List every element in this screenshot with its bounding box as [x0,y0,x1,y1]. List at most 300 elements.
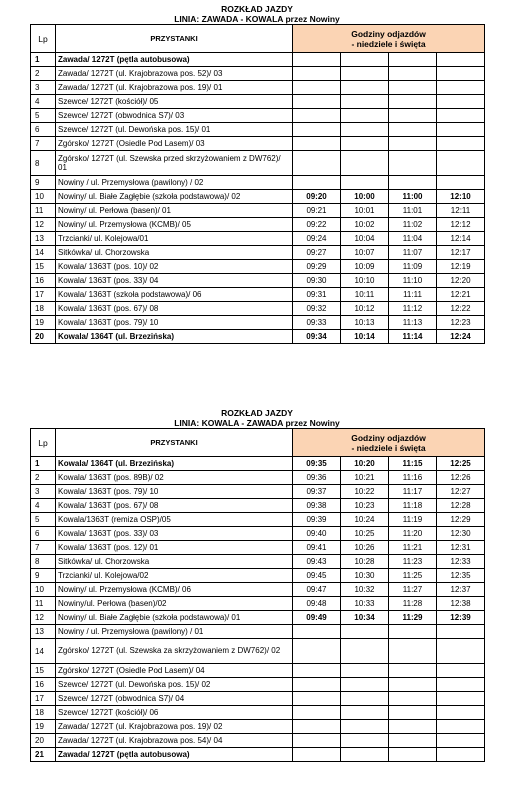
departure-time [341,748,389,762]
departure-time: 12:30 [437,527,485,541]
departure-time: 09:40 [293,527,341,541]
row-number: 3 [31,485,56,499]
departure-time: 11:04 [389,232,437,246]
departure-time: 12:27 [437,485,485,499]
table-row [31,95,485,109]
row-number: 18 [31,706,56,720]
departure-time [389,625,437,639]
departure-time: 12:26 [437,471,485,485]
departure-time [389,123,437,137]
departure-time: 10:26 [341,541,389,555]
stop-name: Zgórsko/ 1272T (ul. Szewska za skrzyżowaniem z DW762)/ 02 [56,639,293,664]
table-row [31,246,485,260]
stop-name: Kowala/ 1363T (pos. 67)/ 08 [56,302,293,316]
schedule-table [30,428,485,762]
stop-name: Kowala/1363T (remiza OSP)/05 [56,513,293,527]
departure-time: 11:13 [389,316,437,330]
stop-name: Kowala/ 1363T (szkoła podstawowa)/ 06 [56,288,293,302]
row-number: 10 [31,583,56,597]
timetable-subtitle: LINIA: ZAWADA - KOWALA przez Nowiny [174,14,340,24]
column-header-stops: PRZYSTANKI [56,25,293,53]
departure-time [389,734,437,748]
table-row [31,748,485,762]
departure-time [389,692,437,706]
departure-time: 11:23 [389,555,437,569]
departure-time [437,67,485,81]
departure-time: 09:32 [293,302,341,316]
departure-time [437,706,485,720]
departure-time: 09:27 [293,246,341,260]
column-header-hours [293,25,485,53]
departure-time: 10:10 [341,274,389,288]
departure-time: 12:21 [437,288,485,302]
table-row [31,218,485,232]
table-row [31,330,485,344]
departure-time [389,664,437,678]
row-number: 12 [31,611,56,625]
table-row [31,176,485,190]
departure-time: 11:01 [389,204,437,218]
departure-time: 09:22 [293,218,341,232]
stop-name: Nowiny/ ul. Przemysłowa (KCMB)/ 06 [56,583,293,597]
row-number: 18 [31,302,56,316]
departure-time: 10:00 [341,190,389,204]
departure-time: 11:25 [389,569,437,583]
departure-time: 09:45 [293,569,341,583]
row-number: 7 [31,541,56,555]
departure-time [341,53,389,67]
row-number: 12 [31,218,56,232]
stop-name: Kowala/ 1363T (pos. 33)/ 03 [56,527,293,541]
table-row [31,151,485,176]
timetable-zawada-kowala [30,4,484,344]
departure-time [293,748,341,762]
stop-name: Zgórsko/ 1272T (Osiedle Pod Lasem)/ 03 [56,137,293,151]
row-number: 4 [31,499,56,513]
departure-time: 12:20 [437,274,485,288]
table-row [31,316,485,330]
departure-time: 10:11 [341,288,389,302]
row-number: 4 [31,95,56,109]
stop-name: Zawada/ 1272T (ul. Krajobrazowa pos. 52)/ 03 [56,67,293,81]
departure-time: 11:07 [389,246,437,260]
stop-name: Szewce/ 1272T (kościół)/ 05 [56,95,293,109]
departure-time: 11:16 [389,471,437,485]
table-row [31,639,485,664]
table-row [31,190,485,204]
departure-time: 11:17 [389,485,437,499]
stop-name: Zgórsko/ 1272T (ul. Szewska przed skrzyżowaniem z DW762)/ 01 [56,151,293,176]
departure-time: 10:07 [341,246,389,260]
departure-time: 09:34 [293,330,341,344]
stop-name: Zawada/ 1272T (ul. Krajobrazowa pos. 54)/ 04 [56,734,293,748]
departure-time: 11:14 [389,330,437,344]
departure-time [341,67,389,81]
table-row [31,109,485,123]
departure-time [341,678,389,692]
table-row [31,485,485,499]
row-number: 5 [31,109,56,123]
table-row [31,720,485,734]
departure-time [293,678,341,692]
table-row [31,260,485,274]
row-number: 5 [31,513,56,527]
departure-time [437,678,485,692]
departure-time [341,625,389,639]
departure-time: 09:38 [293,499,341,513]
row-number: 17 [31,288,56,302]
departure-time: 09:39 [293,513,341,527]
departure-time [293,720,341,734]
departure-time [389,706,437,720]
departure-time: 12:22 [437,302,485,316]
row-number: 16 [31,678,56,692]
row-number: 3 [31,81,56,95]
departure-time [293,123,341,137]
departure-time [341,639,389,664]
row-number: 21 [31,748,56,762]
table-row [31,597,485,611]
table-row [31,664,485,678]
departure-time: 10:23 [341,499,389,513]
stop-name: Nowiny/ul. Perłowa (basen)/02 [56,597,293,611]
departure-time [341,664,389,678]
departure-time: 12:31 [437,541,485,555]
stop-name: Sitkówka/ ul. Chorzowska [56,555,293,569]
stop-name: Kowala/ 1363T (pos. 79)/ 10 [56,316,293,330]
stop-name: Szewce/ 1272T (kościół)/ 06 [56,706,293,720]
departure-time: 10:32 [341,583,389,597]
departure-time: 10:24 [341,513,389,527]
departure-time: 10:34 [341,611,389,625]
stop-name: Szewce/ 1272T (ul. Dewońska pos. 15)/ 01 [56,123,293,137]
departure-time: 09:43 [293,555,341,569]
timetable-title: ROZKŁAD JAZDY [221,408,293,418]
table-row [31,302,485,316]
departure-time [437,734,485,748]
row-number: 6 [31,527,56,541]
table-row [31,734,485,748]
departure-time: 09:29 [293,260,341,274]
table-row [31,53,485,67]
departure-time: 12:39 [437,611,485,625]
timetable-kowala-zawada [30,408,484,762]
row-number: 9 [31,569,56,583]
timetable-subtitle: LINIA: KOWALA - ZAWADA przez Nowiny [174,418,340,428]
timetable-title: ROZKŁAD JAZDY [221,4,293,14]
departure-time: 12:23 [437,316,485,330]
departure-time [293,176,341,190]
departure-time: 09:31 [293,288,341,302]
departure-time: 12:19 [437,260,485,274]
departure-time [389,137,437,151]
departure-time [389,748,437,762]
stop-name: Nowiny / ul. Przemysłowa (pawilony) / 01 [56,625,293,639]
stop-name: Kowala/ 1363T (pos. 10)/ 02 [56,260,293,274]
departure-time [293,95,341,109]
departure-time [389,176,437,190]
row-number: 20 [31,734,56,748]
departure-time: 10:04 [341,232,389,246]
departure-time [437,109,485,123]
row-number: 11 [31,597,56,611]
departure-time: 12:24 [437,330,485,344]
row-number: 17 [31,692,56,706]
table-row [31,288,485,302]
departure-time [293,734,341,748]
departure-time [341,123,389,137]
departure-time [437,639,485,664]
table-row [31,457,485,471]
departure-time: 11:02 [389,218,437,232]
row-number: 1 [31,53,56,67]
table-row [31,137,485,151]
departure-time [341,176,389,190]
table-row [31,123,485,137]
departure-time [389,95,437,109]
stop-name: Kowala/ 1363T (pos. 12)/ 01 [56,541,293,555]
departure-time [437,748,485,762]
schedule-table [30,24,485,344]
hours-header-line1: Godziny odjazdów [351,28,426,39]
departure-time [293,137,341,151]
departure-time [293,109,341,123]
stop-name: Kowala/ 1363T (pos. 67)/ 08 [56,499,293,513]
departure-time: 12:10 [437,190,485,204]
departure-time [293,639,341,664]
departure-time: 12:38 [437,597,485,611]
departure-time: 11:29 [389,611,437,625]
departure-time: 09:47 [293,583,341,597]
departure-time: 09:49 [293,611,341,625]
row-number: 7 [31,137,56,151]
departure-time: 11:18 [389,499,437,513]
row-number: 20 [31,330,56,344]
departure-time: 11:28 [389,597,437,611]
table-row [31,471,485,485]
departure-time [437,95,485,109]
row-number: 8 [31,151,56,176]
table-row [31,81,485,95]
table-row [31,541,485,555]
departure-time [341,95,389,109]
departure-time: 10:02 [341,218,389,232]
departure-time: 12:33 [437,555,485,569]
departure-time [437,123,485,137]
departure-time: 10:28 [341,555,389,569]
departure-time: 10:30 [341,569,389,583]
departure-time: 11:11 [389,288,437,302]
departure-time [341,692,389,706]
stop-name: Sitkówka/ ul. Chorzowska [56,246,293,260]
row-number: 13 [31,625,56,639]
departure-time: 10:20 [341,457,389,471]
stop-name: Nowiny/ ul. Perłowa (basen)/ 01 [56,204,293,218]
departure-time [293,664,341,678]
departure-time: 09:48 [293,597,341,611]
table-row [31,513,485,527]
table-row [31,678,485,692]
departure-time: 10:33 [341,597,389,611]
table-row [31,67,485,81]
table-row [31,555,485,569]
departure-time: 12:37 [437,583,485,597]
column-header-hours [293,429,485,457]
table-row [31,692,485,706]
departure-time [437,720,485,734]
departure-time: 12:11 [437,204,485,218]
table-row [31,527,485,541]
departure-time: 11:20 [389,527,437,541]
table-row [31,611,485,625]
departure-time [293,53,341,67]
stop-name: Zawada/ 1272T (ul. Krajobrazowa pos. 19)/ 01 [56,81,293,95]
stop-name: Nowiny/ ul. Białe Zagłębie (szkoła podstawowa)/ 02 [56,190,293,204]
stop-name: Zawada/ 1272T (ul. Krajobrazowa pos. 19)/ 02 [56,720,293,734]
departure-time [389,81,437,95]
departure-time: 09:35 [293,457,341,471]
table-row [31,232,485,246]
departure-time: 09:41 [293,541,341,555]
departure-time [389,151,437,176]
row-number: 19 [31,720,56,734]
departure-time [341,706,389,720]
departure-time: 09:37 [293,485,341,499]
row-number: 1 [31,457,56,471]
row-number: 15 [31,260,56,274]
stop-name: Kowala/ 1363T (pos. 33)/ 04 [56,274,293,288]
row-number: 14 [31,639,56,664]
hours-header-line2: - niedziele i święta [351,442,426,453]
departure-time [341,720,389,734]
departure-time: 09:36 [293,471,341,485]
departure-time: 09:24 [293,232,341,246]
hours-header-line2: - niedziele i święta [351,38,426,49]
departure-time: 10:09 [341,260,389,274]
departure-time: 11:15 [389,457,437,471]
departure-time: 12:28 [437,499,485,513]
departure-time [293,67,341,81]
departure-time: 09:20 [293,190,341,204]
departure-time [437,625,485,639]
table-row [31,583,485,597]
departure-time: 12:25 [437,457,485,471]
row-number: 11 [31,204,56,218]
table-row [31,625,485,639]
departure-time: 12:35 [437,569,485,583]
departure-time [389,109,437,123]
departure-time: 12:12 [437,218,485,232]
departure-time [389,720,437,734]
stop-name: Trzcianki/ ul. Kolejowa/01 [56,232,293,246]
departure-time [437,176,485,190]
departure-time [341,109,389,123]
stop-name: Zawada/ 1272T (pętla autobusowa) [56,53,293,67]
stop-name: Kowala/ 1363T (pos. 79)/ 10 [56,485,293,499]
schedule-body [31,53,485,344]
stop-name: Nowiny/ ul. Białe Zagłębie (szkoła podstawowa)/ 01 [56,611,293,625]
departure-time [341,137,389,151]
column-header-lp: Lp [31,25,56,53]
row-number: 10 [31,190,56,204]
stop-name: Zgórsko/ 1272T (Osiedle Pod Lasem)/ 04 [56,664,293,678]
stop-name: Trzcianki/ ul. Kolejowa/02 [56,569,293,583]
row-number: 6 [31,123,56,137]
departure-time [389,67,437,81]
departure-time: 11:12 [389,302,437,316]
departure-time [437,53,485,67]
departure-time [437,81,485,95]
table-row [31,706,485,720]
departure-time: 10:25 [341,527,389,541]
column-header-stops: PRZYSTANKI [56,429,293,457]
departure-time [293,692,341,706]
column-header-lp: Lp [31,429,56,457]
departure-time [437,664,485,678]
schedule-body [31,457,485,762]
stop-name: Nowiny / ul. Przemysłowa (pawilony) / 02 [56,176,293,190]
row-number: 9 [31,176,56,190]
stop-name: Zawada/ 1272T (pętla autobusowa) [56,748,293,762]
departure-time [293,81,341,95]
departure-time: 10:21 [341,471,389,485]
departure-time [389,678,437,692]
departure-time: 09:30 [293,274,341,288]
table-row [31,274,485,288]
departure-time [437,137,485,151]
departure-time: 12:29 [437,513,485,527]
departure-time: 10:22 [341,485,389,499]
stop-name: Kowala/ 1364T (ul. Brzezińska) [56,457,293,471]
row-number: 2 [31,67,56,81]
departure-time: 11:10 [389,274,437,288]
hours-header-line1: Godziny odjazdów [351,432,426,443]
table-row [31,569,485,583]
departure-time [293,706,341,720]
departure-time: 10:14 [341,330,389,344]
table-row [31,499,485,513]
departure-time: 12:14 [437,232,485,246]
departure-time [389,639,437,664]
departure-time: 11:21 [389,541,437,555]
departure-time: 09:21 [293,204,341,218]
stop-name: Szewce/ 1272T (obwodnica S7)/ 04 [56,692,293,706]
row-number: 16 [31,274,56,288]
departure-time [341,734,389,748]
departure-time: 11:09 [389,260,437,274]
departure-time: 11:00 [389,190,437,204]
stop-name: Kowala/ 1363T (pos. 89B)/ 02 [56,471,293,485]
departure-time: 10:01 [341,204,389,218]
departure-time: 10:13 [341,316,389,330]
departure-time: 11:19 [389,513,437,527]
row-number: 2 [31,471,56,485]
departure-time [293,625,341,639]
row-number: 19 [31,316,56,330]
departure-time [389,53,437,67]
table-row [31,204,485,218]
departure-time: 09:33 [293,316,341,330]
stop-name: Kowala/ 1364T (ul. Brzezińska) [56,330,293,344]
row-number: 14 [31,246,56,260]
stop-name: Szewce/ 1272T (ul. Dewońska pos. 15)/ 02 [56,678,293,692]
departure-time [437,151,485,176]
departure-time [293,151,341,176]
departure-time [341,81,389,95]
row-number: 8 [31,555,56,569]
row-number: 13 [31,232,56,246]
row-number: 15 [31,664,56,678]
